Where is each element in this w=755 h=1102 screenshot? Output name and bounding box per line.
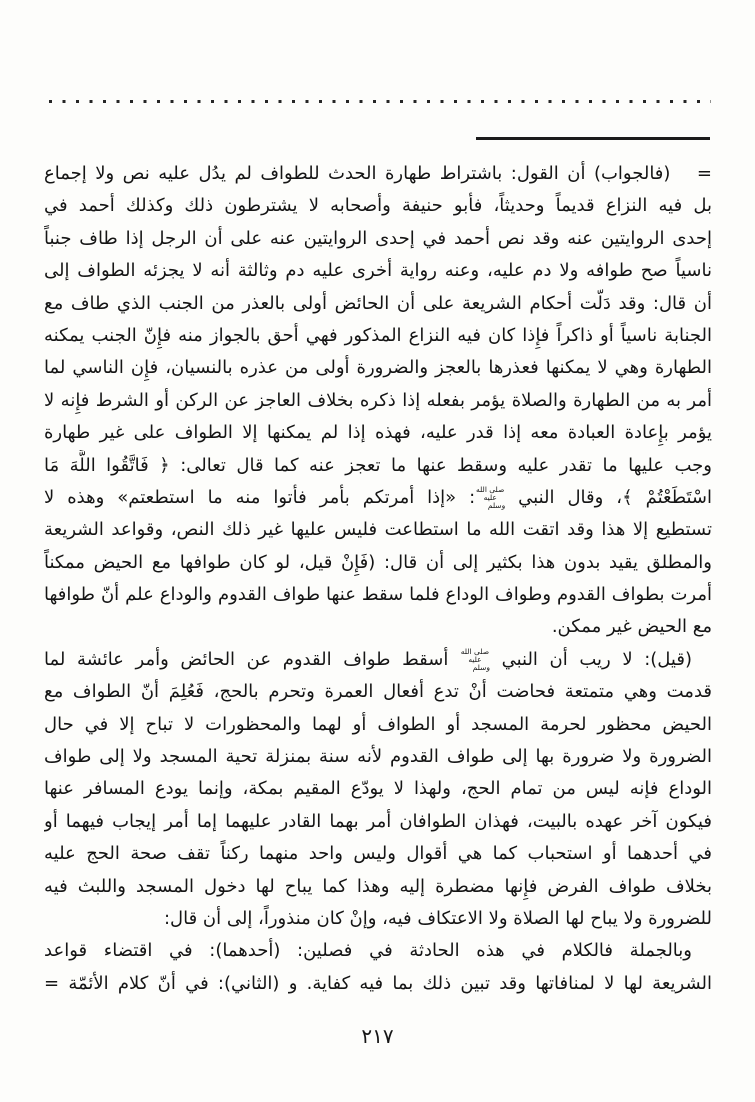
page-number: ٢١٧ xyxy=(361,1024,394,1048)
text-line: للضرورة ولا يباح لها الصلاة ولا الاعتكاف فيه، وإنْ كان منذوراً، إلى أن قال: xyxy=(163,907,712,929)
prophet-honorific-mark: صلى الله عليه وسلم xyxy=(460,646,490,672)
text-line: أمر به من الطهارة والصلاة يؤمر بفعله إذا ذكره بخلاف العاجز عن الركن أو الشرط فإِنه لا xyxy=(44,389,712,411)
text-line: يؤمر بإِعادة العبادة معه إذا قدر عليه، فهذه إذا لم يمكنها إلا الطواف على غير طهارة xyxy=(44,422,712,444)
text-line: بل فيه النزاع قديماً وحديثاً، فأبو حنيفة وأصحابه لا يشترطون ذلك وكذلك أحمد في xyxy=(44,195,712,217)
ellipsis-dots-line xyxy=(49,100,711,103)
text-line: في أحدهما أو استحباب كما هي أقوال وليس واحد منهما ركناً تقف صحة الحج عليه xyxy=(44,843,712,865)
text-line: الجنابة ناسياً أو ذاكراً فإِذا كان فيه النزاع المذكور فهي أحق بالجواز منه فإِنّ الجنب يمكنه xyxy=(44,324,712,346)
text-line: (قيل): لا ريب أن النبي صلى الله عليه وسلم أسقط طواف القدوم عن الحائض وأمر عائشة لما xyxy=(44,646,692,672)
text-line: مع الحيض غير ممكن. xyxy=(551,616,712,638)
text-line: وبالجملة فالكلام في هذه الحادثة في فصلين: (أحدهما): في اقتضاء قواعد xyxy=(44,940,692,962)
text-line: اسْتَطَعْتُمْ ﴾، وقال النبي صلى الله عليه وسلم: «إذا أمرتكم بأمر فأتوا منه ما استطعتم» وهذه لا xyxy=(44,484,712,510)
text-line: الشريعة لها لا لمنافاتها وقد تبين ذلك بما فيه كفاية. و (الثاني): في أنّ كلام الأئمّة = xyxy=(44,972,712,994)
text-line: الحيض محظور لحرمة المسجد أو الطواف أو لهما والمحظورات لا تباح إلا في حال xyxy=(44,713,712,735)
text-line: الطهارة وهي لا يمكنها فعذرها بالعجز والضرورة أولى من عذره بالنسيان، فإِن الناسي لما xyxy=(44,357,712,379)
text-line: وجب عليها ما تقدر عليه وسقط عنها ما تعجز عنه كما قال تعالى: ﴿ فَاتَّقُوا اللَّهَ مَا xyxy=(44,454,712,476)
text-line: الضرورة ولا ضرورة بها إلى طواف القدوم لأنه سنة بمنزلة تحية المسجد ولا إلى طواف xyxy=(44,746,712,768)
text-line: أن قال: وقد دَلّت أحكام الشريعة على أن الحائض أولى بالعذر من الجنب الذي طاف مع xyxy=(44,292,712,314)
text-line: بخلاف طواف الفرض فإِنها مضطرة إليه وهذا كما يباح لها دخول المسجد واللبث فيه xyxy=(44,875,712,897)
prophet-honorific-mark: صلى الله عليه وسلم xyxy=(476,484,506,510)
text-line: تستطيع إلا هذا وقد اتقت الله ما استطاعت فليس عليها غير ذلك النص، وقواعد الشريعة xyxy=(44,519,712,541)
text-line: الوداع فإنه ليس من تمام الحج، ولهذا لا يودّع المقيم بمكة، وإنما يودع المسافر عنها xyxy=(44,778,712,800)
text-line: فيكون آخر عهده بالبيت، فهذان الطوافان أمر بهما القادر عليهما إما أمر إيجاب فيهما أو xyxy=(44,810,712,832)
text-line: = (فالجواب) أن القول: باشتراط طهارة الحدث للطواف لم يدُل عليه نص ولا إجماع xyxy=(44,163,712,184)
footnote-text-block xyxy=(44,158,712,1000)
text-line: ناسياً صح طوافه ولا دم عليه، وعنه رواية أخرى عليه دم وثالثة أنه لا يجزئه الطواف إلى xyxy=(44,260,712,282)
footnote-separator-rule xyxy=(476,137,710,140)
text-line: إحدى الروايتين عنه وقد نص أحمد في إحدى الروايتين عنه على أن الرجل إذا طاف جنباً xyxy=(44,227,712,249)
text-line: قدمت وهي متمتعة فحاضت أنْ تدع أفعال العمرة وتحرم بالحج، فَعُلِمَ أنّ الطواف مع xyxy=(44,681,712,703)
text-line: والمطلق يقيد بدون هذا بكثير إلى أن قال: (فَإِنْ قيل، لو كان طوافها مع الحيض ممكناً xyxy=(44,551,712,573)
text-line: أمرت بطواف القدوم وطواف الوداع فلما سقط عنها طواف القدوم والوداع علم أنّ طوافها xyxy=(44,584,712,606)
